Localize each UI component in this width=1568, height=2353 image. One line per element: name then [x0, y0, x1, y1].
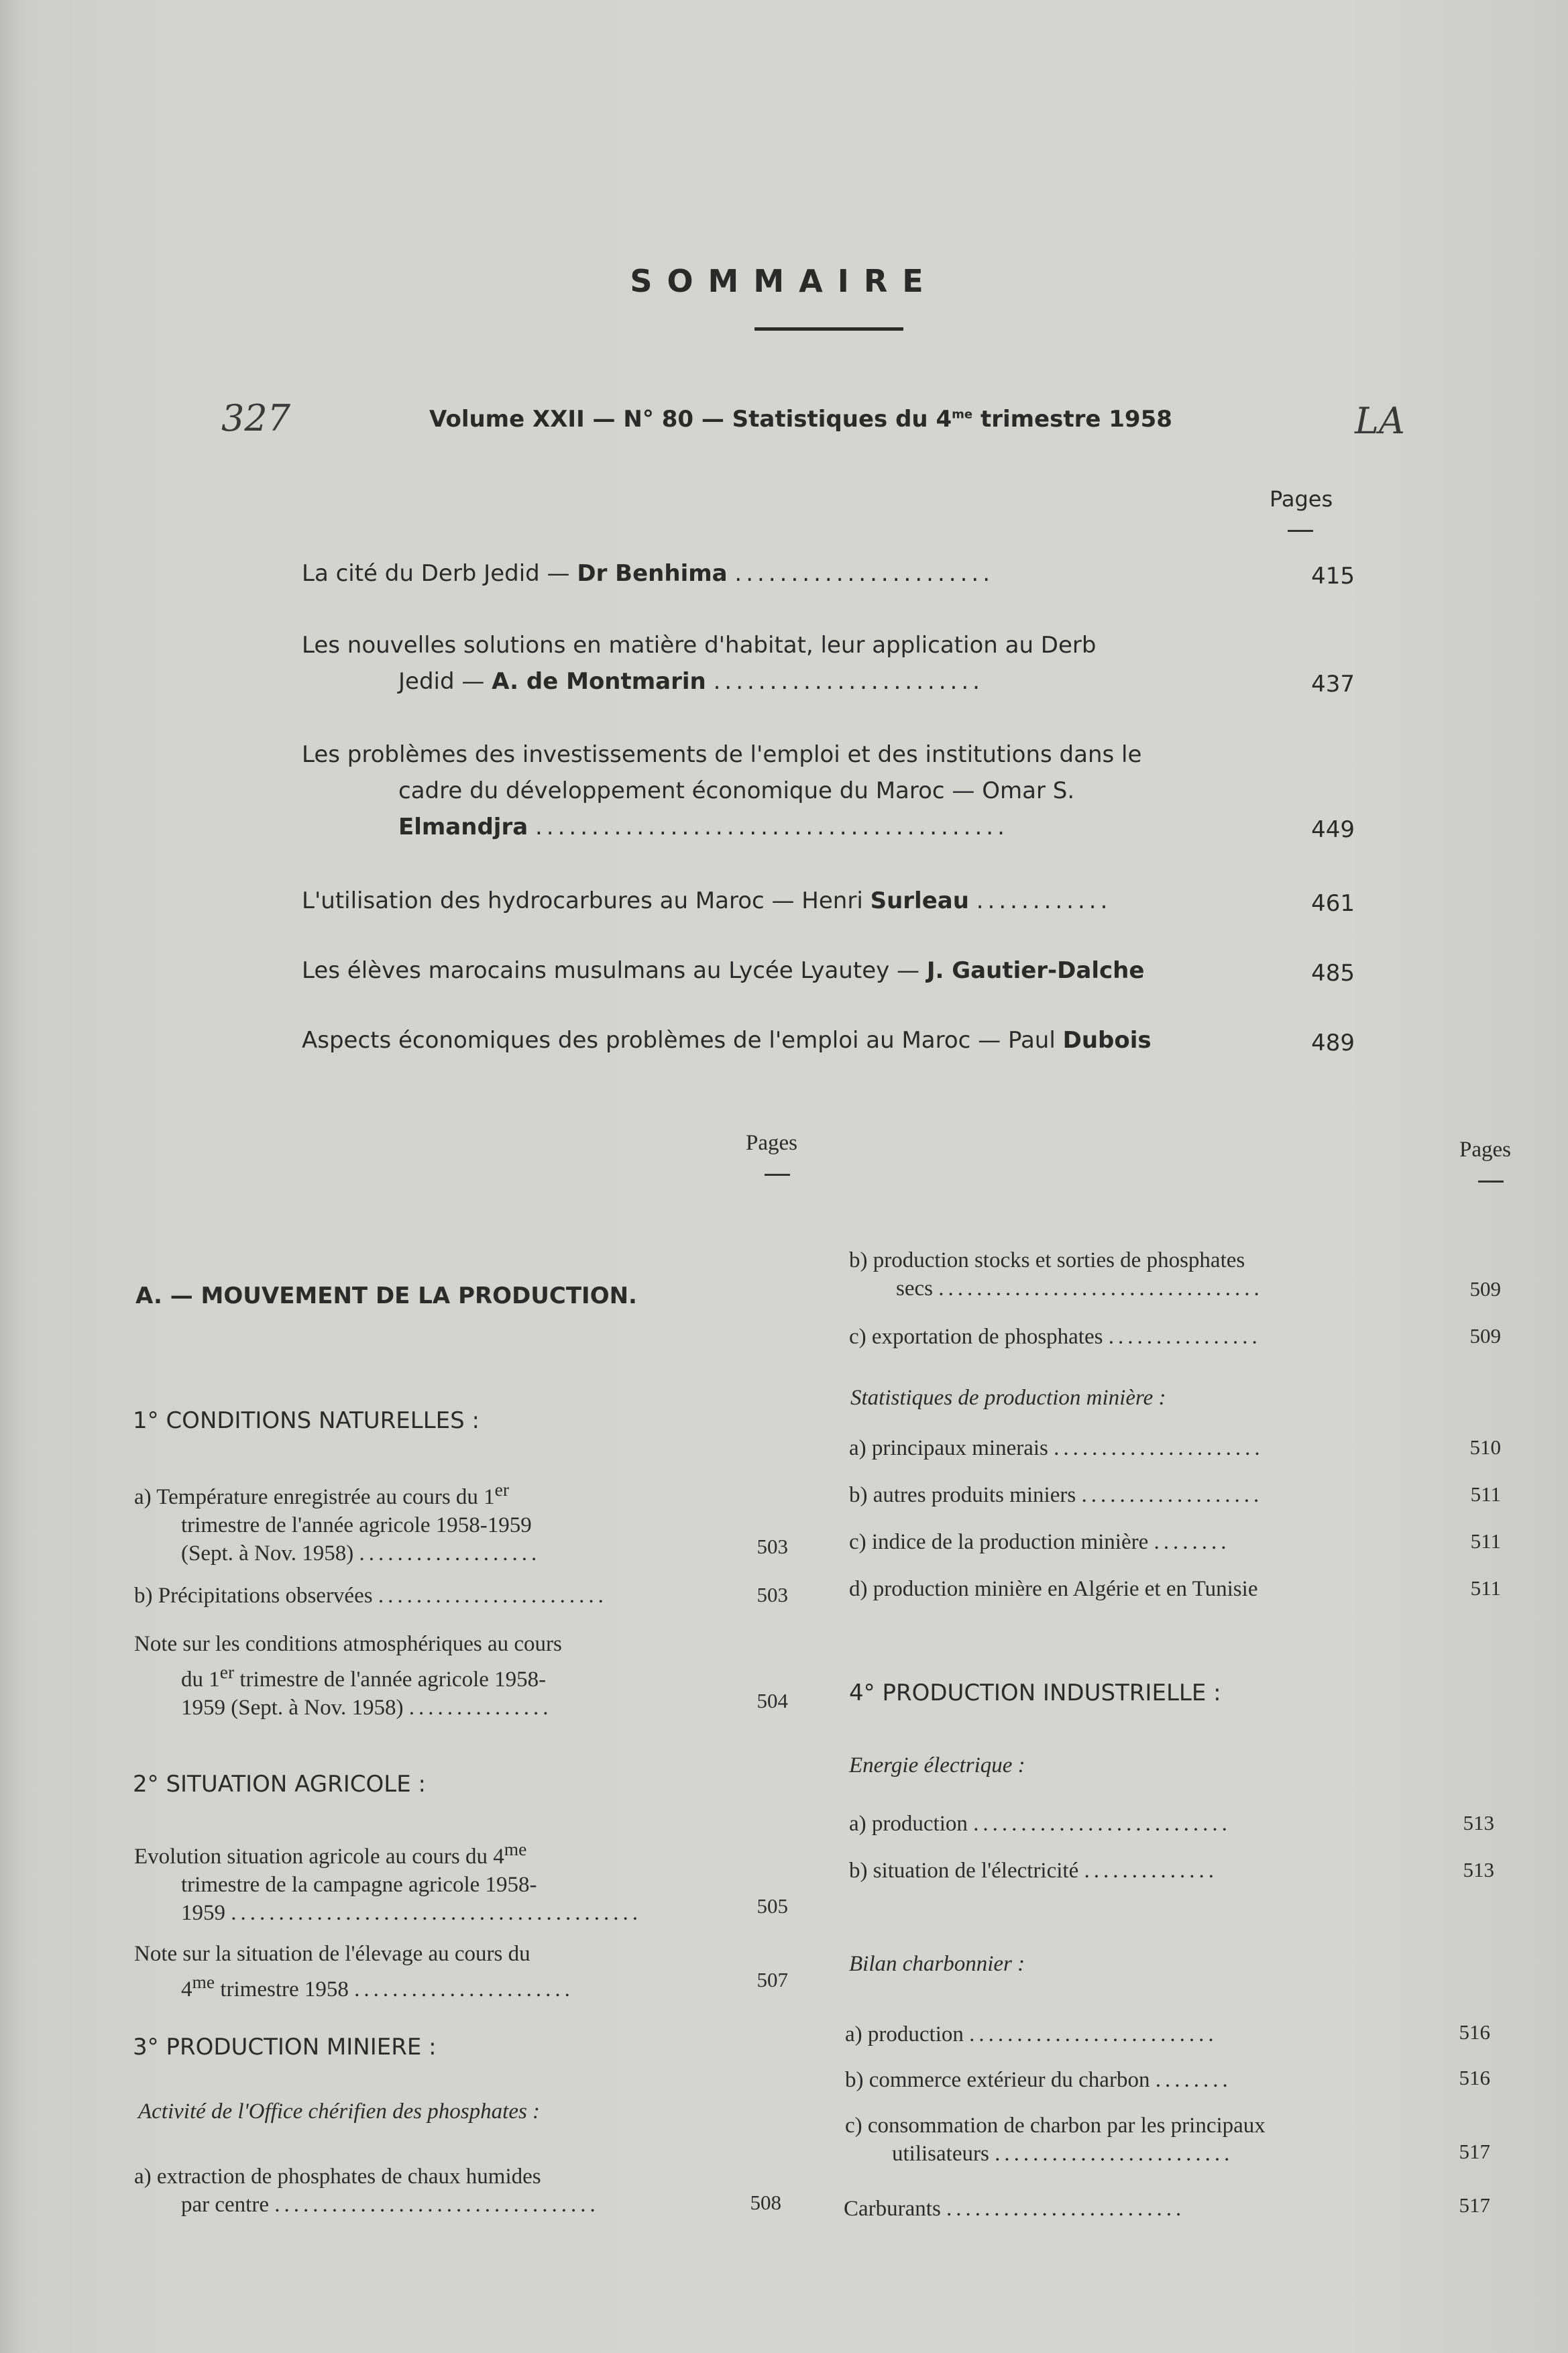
toc-entry[interactable]: Les problèmes des investissements de l'emploi et des institutions dans le cadre du développement économique du Maroc — Omar S. Elmandjra .......................................... 449 — [302, 736, 1247, 845]
toc-entry[interactable]: L'utilisation des hydrocarbures au Maroc — Henri Surleau ............ 461 — [302, 883, 1247, 919]
list-item[interactable]: c) consommation de charbon par les principaux utilisateurs ......................... — [845, 2114, 1266, 2166]
toc-entry[interactable]: Les nouvelles solutions en matière d'habitat, leur application au Derb Jedid — A. de Montmarin ........................ 437 — [302, 627, 1247, 700]
title-underline — [754, 327, 903, 331]
toc-entry[interactable]: Les élèves marocains musulmans au Lycée Lyautey — J. Gautier-Dalche 485 — [302, 952, 1247, 989]
left-pages-header: Pages — [746, 1131, 797, 1155]
energy-subheading: Energie électrique : — [849, 1753, 1025, 1777]
toc-page: 489 — [1311, 1030, 1355, 1056]
section-4-heading: 4° PRODUCTION INDUSTRIELLE : — [849, 1680, 1221, 1706]
toc-entry[interactable]: La cité du Derb Jedid — Dr Benhima ....................... 415 — [302, 555, 1247, 592]
list-item[interactable]: Note sur la situation de l'élevage au cours du $4^{me}$ trimestre 1958 ....................... — [134, 1942, 574, 2002]
list-item[interactable]: a) principaux minerais ...................... — [849, 1436, 1264, 1460]
page-number: 516 — [1459, 2020, 1490, 2044]
volume-line: Volume XXII — N° 80 — Statistiques du $4^{me}$ trimestre 1958 — [429, 406, 1172, 433]
list-item[interactable]: a) production .......................... — [845, 2022, 1218, 2046]
page-number: 503 — [757, 1535, 788, 1558]
page-number: 511 — [1470, 1529, 1501, 1553]
phosphates-subheading: Activité de l'Office chérifien des phosphates : — [138, 2099, 541, 2124]
toc-page: 485 — [1311, 960, 1355, 987]
list-item[interactable]: b) production stocks et sorties de phosphates secs .................................. — [849, 1248, 1264, 1301]
page-number: 516 — [1459, 2066, 1490, 2089]
page-number: 517 — [1459, 2193, 1490, 2217]
page-number: 510 — [1469, 1435, 1501, 1459]
list-item[interactable]: Evolution situation agricole au cours du $4^{me}$ trimestre de la campagne agricole 1958- 1959 ........................................... — [134, 1839, 642, 1925]
list-item[interactable]: c) indice de la production minière ........ — [849, 1530, 1231, 1554]
list-item[interactable]: a) Température enregistrée au cours du 1er trimestre de l'année agricole 1958-1959 (Sept. à Nov. 1958) ................... — [134, 1479, 541, 1566]
right-pages-dash — [1478, 1181, 1504, 1183]
toc-page: 437 — [1311, 671, 1355, 698]
coal-subheading: Bilan charbonnier : — [849, 1952, 1025, 1976]
page-number: 505 — [757, 1894, 788, 1918]
list-item[interactable]: b) commerce extérieur du charbon ........ — [845, 2068, 1232, 2092]
page-number: 509 — [1469, 1324, 1501, 1348]
handwritten-initials: LA — [1355, 400, 1405, 442]
section-a-heading: A. — MOUVEMENT DE LA PRODUCTION. — [135, 1282, 637, 1309]
left-pages-dash — [765, 1174, 790, 1176]
list-item[interactable]: a) extraction de phosphates de chaux humides par centre .................................. — [134, 2165, 600, 2217]
list-item[interactable]: Note sur les conditions atmosphériques au cours du 1er trimestre de l'année agricole 1958- 1959 (Sept. à Nov. 1958) ............... — [134, 1632, 562, 1720]
section-3-heading: 3° PRODUCTION MINIERE : — [133, 2034, 437, 2061]
toc-pages-header: Pages — [1270, 486, 1333, 512]
toc-page: 461 — [1311, 890, 1355, 917]
page-number: 513 — [1463, 1858, 1494, 1881]
list-item[interactable]: d) production minière en Algérie et en Tunisie — [849, 1577, 1258, 1601]
page-number: 508 — [750, 2191, 781, 2214]
list-item[interactable]: b) autres produits miniers ................... — [849, 1483, 1264, 1507]
page-number: 504 — [757, 1689, 788, 1712]
page-title: SOMMAIRE — [630, 263, 938, 299]
section-2-heading: 2° SITUATION AGRICOLE : — [133, 1771, 426, 1798]
list-item[interactable]: Carburants ......................... — [844, 2197, 1186, 2221]
page-number: 507 — [757, 1968, 788, 1991]
list-item[interactable]: b) Précipitations observées ........................ — [134, 1584, 608, 1608]
right-pages-header: Pages — [1459, 1138, 1511, 1162]
list-item[interactable]: b) situation de l'électricité .............. — [849, 1859, 1218, 1883]
page-number: 511 — [1470, 1482, 1501, 1506]
page-number: 511 — [1470, 1576, 1501, 1600]
section-1-heading: 1° CONDITIONS NATURELLES : — [133, 1407, 480, 1434]
list-item[interactable]: a) production ........................... — [849, 1812, 1231, 1836]
toc-entry[interactable]: Aspects économiques des problèmes de l'emploi au Maroc — Paul Dubois 489 — [302, 1022, 1247, 1058]
handwritten-number: 327 — [221, 397, 291, 439]
page-number: 513 — [1463, 1811, 1494, 1835]
page-number: 503 — [757, 1583, 788, 1606]
page-number: 517 — [1459, 2140, 1490, 2163]
toc-page: 449 — [1311, 816, 1355, 843]
list-item[interactable]: c) exportation de phosphates ................ — [849, 1325, 1262, 1349]
toc-page: 415 — [1311, 563, 1355, 590]
minerals-subheading: Statistiques de production minière : — [850, 1386, 1166, 1410]
toc-pages-dash — [1288, 530, 1313, 532]
page-number: 509 — [1469, 1277, 1501, 1301]
